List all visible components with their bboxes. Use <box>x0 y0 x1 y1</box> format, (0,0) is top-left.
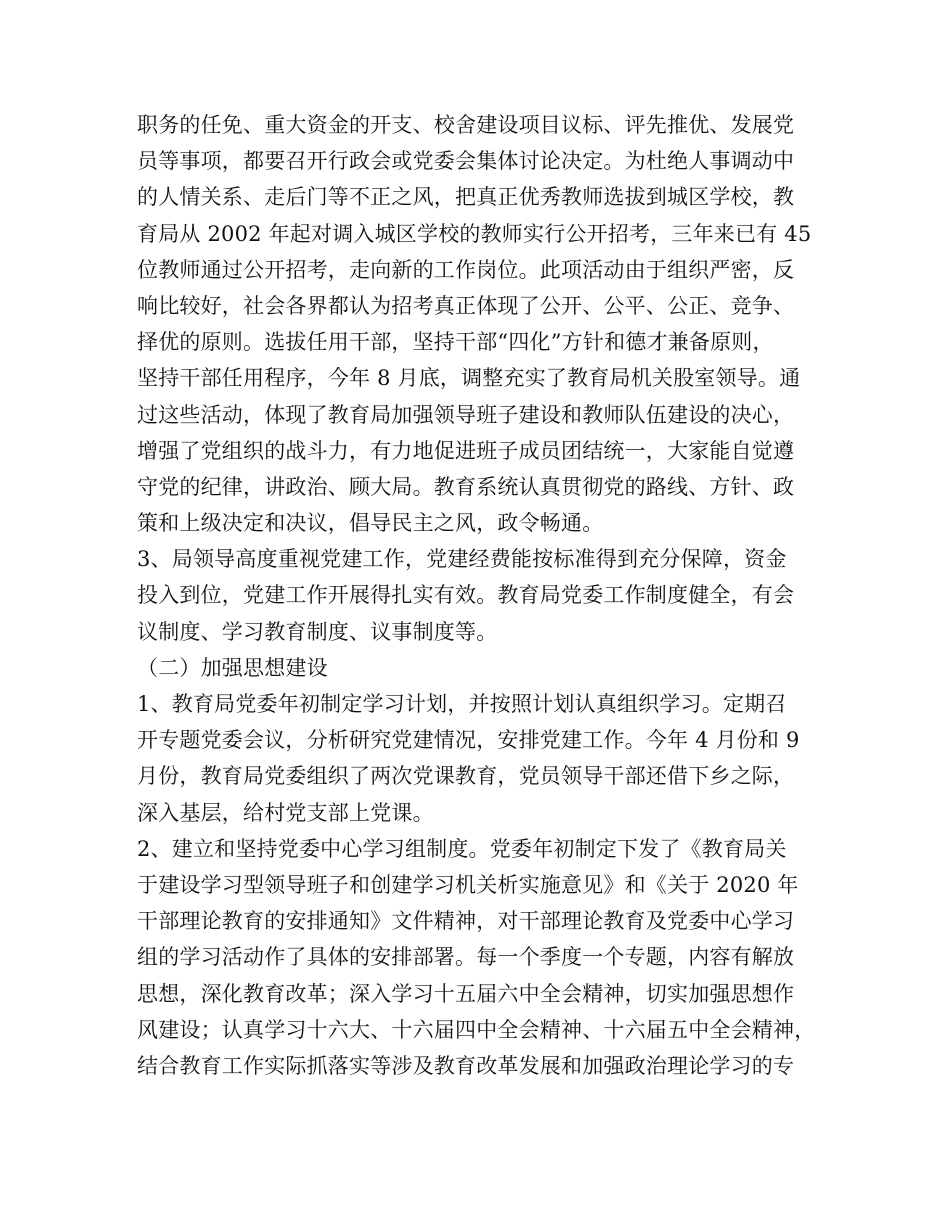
text-line-5: 位教师通过公开招考，走向新的工作岗位。此项活动由于组织严密，反 <box>137 257 795 282</box>
text-line-23: 干部理论教育的安排通知》文件精神，对干部理论教育及党委中心学习 <box>137 909 795 934</box>
text-line-4: 育局从 2002 年起对调入城区学校的教师实行公开招考，三年来已有 45 <box>137 221 812 246</box>
text-line-3: 的人情关系、走后门等不正之风，把真正优秀教师选拔到城区学校，教 <box>137 185 795 210</box>
text-line-14: 投入到位，党建工作开展得扎实有效。教育局党委工作制度健全，有会 <box>137 583 795 608</box>
text-line-9: 过这些活动，体现了教育局加强领导班子建设和教师队伍建设的决心， <box>137 402 795 427</box>
document-body <box>137 107 827 1084</box>
text-line-19: 月份，教育局党委组织了两次党课教育，党员领导干部还借下乡之际， <box>137 764 795 789</box>
text-line-26: 风建设；认真学习十六大、十六届四中全会精神、十六届五中全会精神， <box>137 1017 816 1042</box>
text-line-22: 于建设学习型领导班子和创建学习机关析实施意见》和《关于 2020 年 <box>137 872 799 897</box>
text-line-15: 议制度、学习教育制度、议事制度等。 <box>137 619 498 644</box>
text-line-7: 择优的原则。选拔任用干部，坚持干部“四化”方针和德才兼备原则， <box>137 330 774 355</box>
text-line-25: 思想，深化教育改革；深入学习十五届六中全会精神，切实加强思想作 <box>137 981 795 1006</box>
section-heading: （二）加强思想建设 <box>137 655 328 680</box>
text-line-8: 坚持干部任用程序，今年 8 月底，调整充实了教育局机关股室领导。通 <box>137 366 801 391</box>
text-line-2: 员等事项，都要召开行政会或党委会集体讨论决定。为杜绝人事调动中 <box>137 149 795 174</box>
text-line-27: 结合教育工作实际抓落实等涉及教育改革发展和加强政治理论学习的专 <box>137 1053 795 1078</box>
text-line-6: 响比较好，社会各界都认为招考真正体现了公开、公平、公正、竞争、 <box>137 293 795 318</box>
text-line-13: 3、局领导高度重视党建工作，党建经费能按标准得到充分保障，资金 <box>137 547 787 572</box>
text-line-24: 组的学习活动作了具体的安排部署。每一个季度一个专题，内容有解放 <box>137 945 795 970</box>
text-line-12: 策和上级决定和决议，倡导民主之风，政令畅通。 <box>137 511 604 536</box>
text-line-17: 1、教育局党委年初制定学习计划，并按照计划认真组织学习。定期召 <box>137 692 787 716</box>
text-line-20: 深入基层，给村党支部上党课。 <box>137 800 434 825</box>
text-line-18: 开专题党委会议，分析研究党建情况，安排党建工作。今年 4 月份和 9 <box>137 728 800 753</box>
text-line-1: 职务的任免、重大资金的开支、校舍建设项目议标、评先推优、发展党 <box>137 113 795 137</box>
text-line-10: 增强了党组织的战斗力，有力地促进班子成员团结统一，大家能自觉遵 <box>137 438 795 463</box>
text-line-11: 守党的纪律，讲政治、顾大局。教育系统认真贯彻党的路线、方针、政 <box>137 474 795 499</box>
text-line-21: 2、建立和坚持党委中心学习组制度。党委年初制定下发了《教育局关 <box>137 836 787 861</box>
